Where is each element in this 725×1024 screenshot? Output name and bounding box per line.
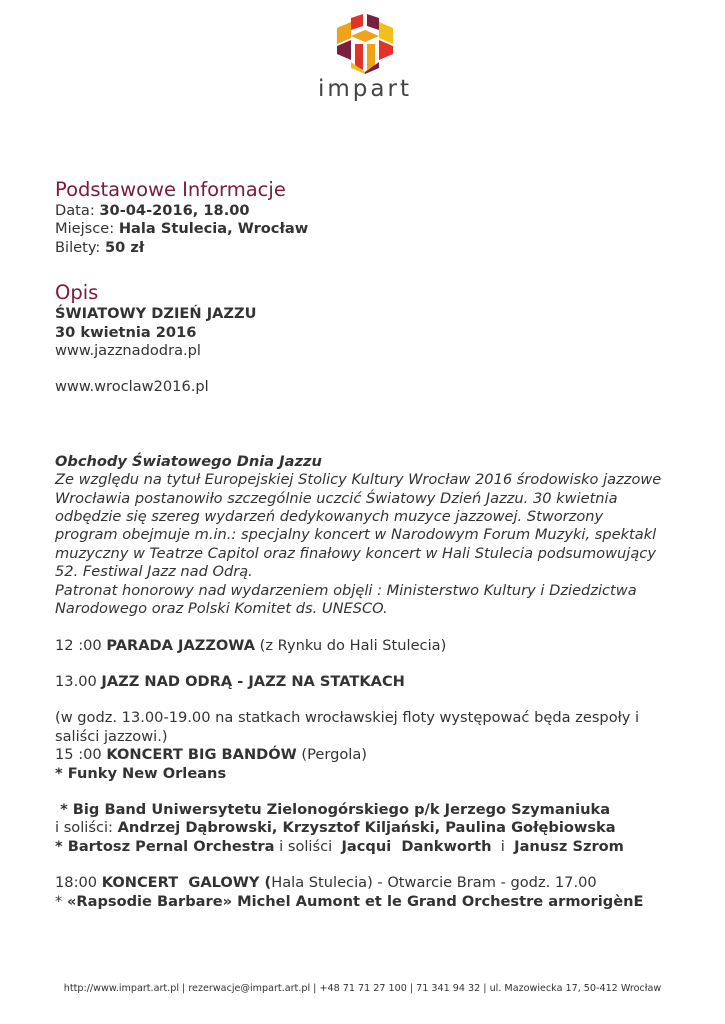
parade-time: 12 :00 xyxy=(55,636,107,654)
bigband-item-1-text: * Funky New Orleans xyxy=(55,764,227,782)
gala-time: 18:00 xyxy=(55,874,102,892)
parade-name: PARADA JAZZOWA xyxy=(106,636,256,654)
event-ships xyxy=(55,673,695,691)
celebration-text xyxy=(55,471,695,618)
link-jazznadodra[interactable]: www.jazznadodra.pl xyxy=(55,342,201,360)
celebration-line: Ze względu na tytuł Europejskiej Stolicy Kultury Wrocław 2016 środowisko jazzowe xyxy=(55,471,662,489)
info-heading: Podstawowe Informacje xyxy=(55,178,286,201)
date-row xyxy=(55,202,695,220)
impart-logo xyxy=(315,14,415,102)
ships-name: JAZZ NAD ODRĄ - JAZZ NA STATKACH xyxy=(101,672,405,690)
parade-note: (z Rynku do Hali Stulecia) xyxy=(255,636,447,654)
impart-cube-icon xyxy=(337,14,393,74)
celebration-line: Patronat honorowy nad wydarzeniem objęli : Ministerstwo Kultury i Dziedzictwa xyxy=(55,581,637,599)
bigband-item-3 xyxy=(55,838,695,856)
tickets-row xyxy=(55,239,695,257)
gala-item xyxy=(55,893,695,911)
celebration-line: 52. Festiwal Jazz nad Odrą. xyxy=(55,563,253,581)
ships-note-2: saliści jazzowi.) xyxy=(55,727,168,745)
bigband-name: KONCERT BIG BANDÓW xyxy=(106,746,297,764)
place-row xyxy=(55,220,695,238)
place-value: Hala Stulecia, Wrocław xyxy=(118,220,309,238)
date-label: Data: xyxy=(55,202,100,219)
celebration-line: odbędzie się szereg wydarzeń dedykowanych muzyce jazzowej. Stworzony xyxy=(55,508,604,526)
soloists-prefix: i soliści: xyxy=(55,819,118,837)
bigband-item-3-soloist-2: Janusz Szrom xyxy=(514,837,624,855)
celebration-line: muzyczny w Teatrze Capitol oraz finałowy koncert w Hali Stulecia podsumowujący xyxy=(55,544,656,562)
celebration-title-text: Obchody Światowego Dnia Jazzu xyxy=(55,452,322,470)
desc-heading: Opis xyxy=(55,281,99,305)
event-title xyxy=(55,305,695,323)
event-date xyxy=(55,324,695,342)
bigband-item-3-soloist-1: Jacqui Dankworth xyxy=(341,837,492,855)
event-date-text: 30 kwietnia 2016 xyxy=(55,323,197,341)
celebration-line: Narodowego oraz Polski Komitet ds. UNESCO. xyxy=(55,600,388,618)
bigband-note: (Pergola) xyxy=(296,746,367,764)
soloists-names: Andrzej Dąbrowski, Krzysztof Kiljański, Paulina Gołębiowska xyxy=(117,819,616,837)
bigband-time: 15 :00 xyxy=(55,746,107,764)
ships-time: 13.00 xyxy=(55,672,102,690)
bigband-item-3-mid: i soliści xyxy=(274,837,342,855)
footer-contact: http://www.impart.art.pl | rezerwacje@impart.art.pl | +48 71 71 27 100 | 71 341 94 32 | ul. Mazowiecka 17, 50-412 Wrocław xyxy=(63,983,662,994)
tickets-label: Bilety: xyxy=(55,238,105,256)
event-parade xyxy=(55,637,695,655)
bigband-item-3-text: * Bartosz Pernal Orchestra xyxy=(55,837,275,855)
event-bigband xyxy=(55,746,695,764)
place-label: Miejsce: xyxy=(55,220,119,238)
celebration-line: Wrocławia postanowiło szczególnie uczcić Światowy Dzień Jazzu. 30 kwietnia xyxy=(55,489,618,507)
bigband-item-1 xyxy=(55,765,695,783)
gala-star: * xyxy=(55,892,67,910)
link-wroclaw2016[interactable]: www.wroclaw2016.pl xyxy=(55,378,209,396)
gala-item-text: «Rapsodie Barbare» Michel Aumont et le Grand Orchestre armorigènE xyxy=(66,892,644,910)
event-gala xyxy=(55,874,695,892)
event-content xyxy=(55,178,695,911)
bigband-item-3-and: i xyxy=(491,837,515,855)
bigband-soloists xyxy=(55,819,695,837)
celebration-title xyxy=(55,453,695,471)
bigband-item-2 xyxy=(55,801,695,819)
celebration-line: program obejmuje m.in.: specjalny koncert w Narodowym Forum Muzyki, spektakl xyxy=(55,526,657,544)
date-value: 30-04-2016, 18.00 xyxy=(99,202,250,219)
bigband-item-2-text: * Big Band Uniwersytetu Zielonogórskiego p/k Jerzego Szymaniuka xyxy=(55,800,611,818)
brand-name: impart xyxy=(318,76,412,102)
gala-name: KONCERT GALOWY ( xyxy=(101,874,272,892)
tickets-value: 50 zł xyxy=(104,238,145,256)
event-title-text: ŚWIATOWY DZIEŃ JAZZU xyxy=(55,305,257,323)
ships-note-1: (w godz. 13.00-19.00 na statkach wrocławskiej floty występować będa zespoły i xyxy=(55,709,640,727)
gala-note: Hala Stulecia) - Otwarcie Bram - godz. 17.00 xyxy=(271,874,597,892)
